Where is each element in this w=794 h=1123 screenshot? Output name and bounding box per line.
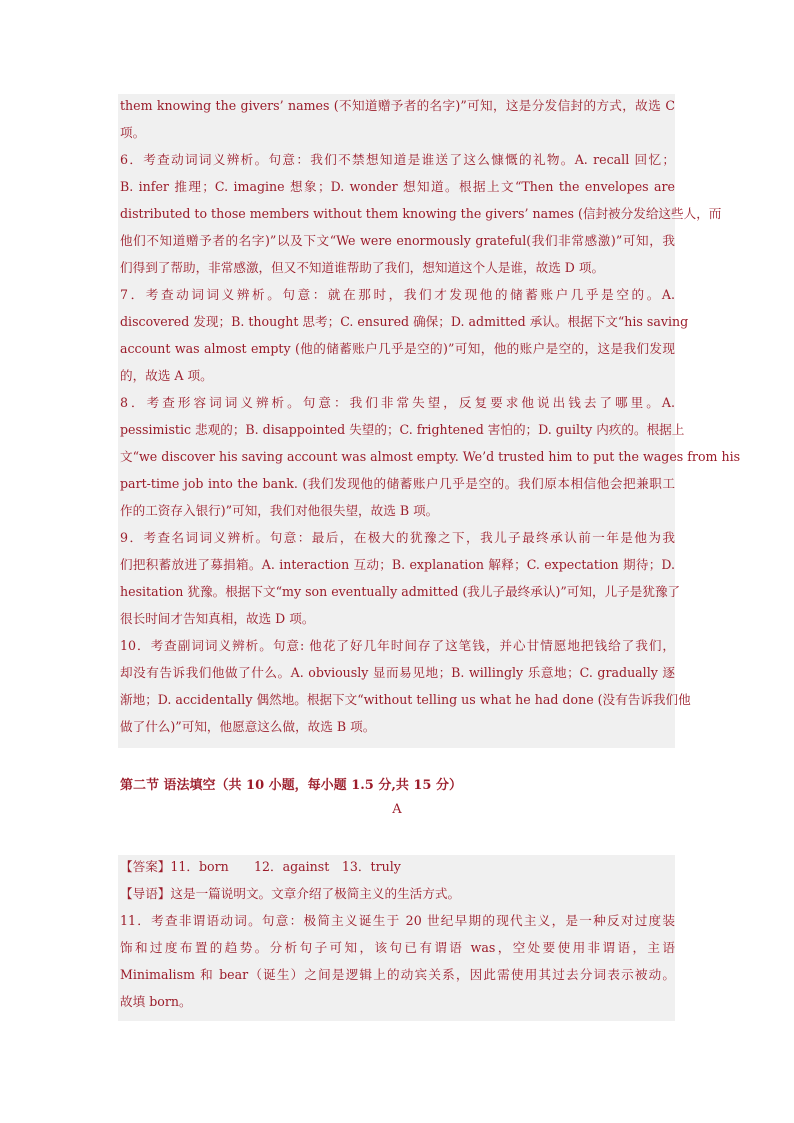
answer-block: [118, 855, 675, 1021]
answer-line: 【答案】11．born 12．against 13．truly: [120, 859, 401, 874]
text-line: distributed to those members without them knowing the givers’ names (信封被分发给这些人，而: [120, 206, 722, 221]
text-line: 项。: [120, 125, 146, 140]
text-line: B. infer 推理；C. imagine 想象；D. wonder 想知道。根据上文“Then the envelopes are: [120, 179, 675, 194]
text-line: 8．考查形容词词义辨析。句意：我们非常失望，反复要求他说出钱去了哪里。A.: [120, 395, 675, 410]
text-line: 饰和过度布置的趋势。分析句子可知，该句已有谓语 was，空处要使用非谓语，主语: [120, 940, 675, 955]
text-line: Minimalism 和 bear（诞生）之间是逻辑上的动宾关系，因此需使用其过去分词表示被动。: [120, 967, 675, 982]
text-line: pessimistic 悲观的；B. disappointed 失望的；C. frightened 害怕的；D. guilty 内疚的。根据上: [120, 422, 685, 437]
text-line: hesitation 犹豫。根据下文“my son eventually admitted (我儿子最终承认)”可知，儿子是犹豫了: [120, 584, 681, 599]
text-line: discovered 发现；B. thought 思考；C. ensured 确保；D. admitted 承认。根据下文“his saving: [120, 314, 689, 329]
text-line: 们得到了帮助，非常感激，但又不知道谁帮助了我们，想知道这个人是谁，故选 D 项。: [120, 260, 605, 275]
text-line: 的，故选 A 项。: [120, 368, 213, 383]
text-line: 作的工资存入银行)”可知，我们对他很失望，故选 B 项。: [120, 503, 439, 518]
explanation-block-1: [118, 94, 741, 748]
text-line: 很长时间才告知真相，故选 D 项。: [120, 611, 315, 626]
section-heading: 第二节 语法填空（共 10 小题，每小题 1.5 分,共 15 分）: [120, 778, 463, 793]
text-line: 11．考查非谓语动词。句意：极简主义诞生于 20 世纪早期的现代主义，是一种反对过度装: [120, 913, 675, 928]
text-line: 却没有告诉我们他做了什么。A. obviously 显而易见地；B. willingly 乐意地；C. gradually 逐: [120, 665, 675, 680]
text-line: 故填 born。: [120, 994, 192, 1009]
lead-line: 【导语】这是一篇说明文。文章介绍了极简主义的生活方式。: [120, 886, 461, 901]
text-line: them knowing the givers’ names (不知道赠予者的名字)”可知，这是分发信封的方式，故选 C: [120, 98, 675, 113]
text-line: 9．考查名词词义辨析。句意：最后，在极大的犹豫之下，我儿子最终承认前一年是他为我: [120, 530, 675, 545]
text-line: account was almost empty (他的储蓄账户几乎是空的)”可知，他的账户是空的，这是我们发现: [120, 341, 675, 356]
text-line: 7．考查动词词义辨析。句意：就在那时，我们才发现他的储蓄账户几乎是空的。A.: [120, 287, 675, 302]
text-line: part-time job into the bank. (我们发现他的储蓄账户几乎是空的。我们原本相信他会把兼职工: [120, 476, 675, 491]
text-line: 们把积蓄放进了募捐箱。A. interaction 互动；B. explanation 解释；C. expectation 期待；D.: [120, 557, 675, 572]
text-line: 10．考查副词词义辨析。句意: 他花了好几年时间存了这笔钱，并心甘情愿地把钱给了我们，: [120, 638, 675, 653]
text-line: 文“we discover his saving account was almost empty. We’d trusted him to put the wages from his: [120, 449, 741, 464]
text-line: 6．考查动词词义辨析。句意：我们不禁想知道是谁送了这么慷慨的礼物。A. recall 回忆；: [120, 152, 675, 167]
text-line: 他们不知道赠予者的名字)”以及下文“We were enormously grateful(我们非常感激)”可知，我: [120, 233, 675, 248]
passage-letter: A: [392, 802, 402, 817]
text-line: 渐地；D. accidentally 偶然地。根据下文“without telling us what he had done (没有告诉我们他: [120, 692, 691, 707]
text-line: 做了什么)”可知，他愿意这么做，故选 B 项。: [120, 719, 376, 734]
